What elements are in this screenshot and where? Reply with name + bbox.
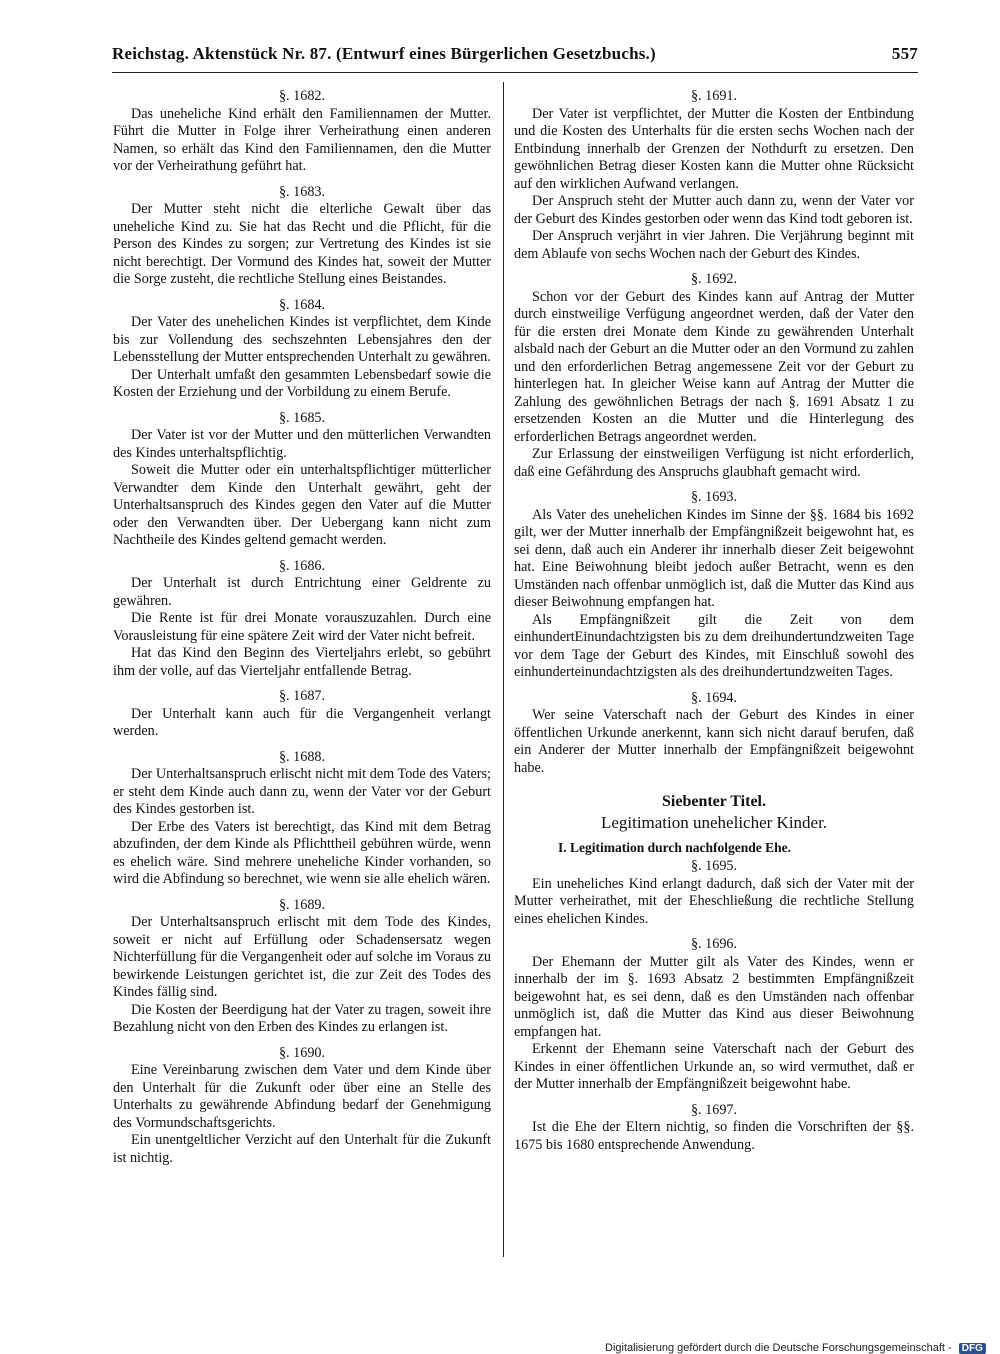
section-paragraph: Der Vater des unehelichen Kindes ist verpflichtet, dem Kinde bis zur Vollendung des sechszehnten Lebensjahres den der Lebensstellung der Mutter entsprechenden Unterhalt zu gewähren.: [113, 314, 491, 365]
section: [514, 690, 914, 778]
section-paragraph: Der Unterhalt kann auch für die Vergangenheit verlangt werden.: [113, 705, 491, 739]
section-heading: §. 1682.: [278, 88, 326, 104]
section-paragraph: Ein unentgeltlicher Verzicht auf den Unterhalt für die Zukunft ist nichtig.: [113, 1132, 491, 1166]
section-paragraph: Wer seine Vaterschaft nach der Geburt des Kindes in einer öffentlichen Urkunde anerkennt, kann sich nicht darauf berufen, daß ein Anderer der Mutter innerhalb der Empfängnißzeit beigewohnt habe.: [514, 707, 914, 776]
section-paragraph: Der Mutter steht nicht die elterliche Gewalt über das uneheliche Kind zu. Sie hat das Recht und die Pflicht, für die Person des Kindes zu sorgen; zur Vertretung des Kindes ist sie nicht berechtigt. Der Vormund des Kindes hat, soweit der Mutter die Sorge zusteht, die rechtliche Stellung eines Beistandes.: [113, 201, 491, 287]
section-paragraph: Als Vater des unehelichen Kindes im Sinne der §§. 1684 bis 1692 gilt, wer der Mutter innerhalb der Empfängnißzeit beigewohnt hat, es sei denn, daß auch ein Anderer ihr innerhalb dieser Zeit beigewohnt hat. Eine Beiwohnung bleibt jedoch außer Betracht, wenn es den Umständen nach offenbar unmöglich ist, daß die Mutter das Kind aus dieser Beiwohnung empfangen hat.: [514, 506, 914, 610]
section-paragraph: Der Vater ist vor der Mutter und den mütterlichen Verwandten des Kindes unterhaltspflichtig.: [113, 427, 491, 461]
section-paragraph: Hat das Kind den Beginn des Vierteljahrs erlebt, so gebührt ihm der volle, auf das Vierteljahr entfallende Betrag.: [113, 645, 491, 679]
section-heading: §. 1695.: [690, 858, 738, 874]
section-paragraph: Zur Erlassung der einstweiligen Verfügung ist nicht erforderlich, daß eine Gefährdung des Anspruchs glaubhaft gemacht wird.: [514, 446, 914, 480]
dfg-logo: DFG: [959, 1343, 986, 1354]
right-column-sections-after: [514, 858, 914, 1154]
section: [113, 1045, 491, 1168]
header-rule: [112, 72, 918, 73]
section-heading: §. 1694.: [690, 689, 738, 706]
right-column-sections: [514, 88, 914, 777]
page-number: 557: [891, 44, 918, 63]
title-number: Siebenter Titel.: [662, 793, 766, 810]
section-paragraph: Soweit die Mutter oder ein unterhaltspflichtiger mütterlicher Verwandter dem Kinde den Unterhalt gewährt, geht der Unterhaltsanspruch des Kindes gegen den Vater auf die Mutter oder den Verwandten über. Der Uebergang kann nicht zum Nachtheile des Kindes geltend gemacht werden.: [113, 462, 491, 548]
column-divider: [503, 82, 504, 1257]
section-heading: §. 1693.: [690, 489, 738, 505]
section-paragraph: Der Unterhalt ist durch Entrichtung einer Geldrente zu gewähren.: [113, 575, 491, 609]
section-heading: §. 1685.: [278, 409, 326, 426]
title-block: [514, 791, 914, 834]
section-paragraph: Der Ehemann der Mutter gilt als Vater des Kindes, wenn er innerhalb der im §. 1693 Absatz 2 bestimmten Empfängnißzeit beigewohnt hat, es sei denn, daß es den Umständen nach offenbar unmöglich ist, daß die Mutter das Kind aus dieser Beiwohnung empfangen hat.: [514, 953, 914, 1040]
section-paragraph: Der Unterhaltsanspruch erlischt mit dem Tode des Kindes, soweit er nicht auf Erfüllung oder Schadensersatz wegen Nichterfüllung für die Vergangenheit oder auf solche im Voraus zu bewirkende Leistungen gerichtet ist, die zur Zeit des Todes des Kindes fällig sind.: [113, 914, 491, 1000]
section-paragraph: Die Rente ist für drei Monate vorauszuzahlen. Durch eine Vorausleistung für eine spätere Zeit wird der Vater nicht befreit.: [113, 610, 491, 644]
section-paragraph: Das uneheliche Kind erhält den Familiennamen der Mutter. Führt die Mutter in Folge ihrer Verheirathung einen anderen Namen, so erhält das Kind den Familiennamen, den die Mutter vor der Verheirathung geführt hat.: [113, 105, 491, 174]
section-paragraph: Der Unterhaltsanspruch erlischt nicht mit dem Tode des Vaters; er steht dem Kinde auch dann zu, wenn der Vater vor der Geburt des Kindes gestorben ist.: [113, 766, 491, 817]
section-heading: §. 1687.: [278, 688, 326, 704]
section: [514, 936, 914, 1094]
section-heading: §. 1696.: [690, 936, 738, 952]
section-paragraph: Der Erbe des Vaters ist berechtigt, das Kind mit dem Betrag abzufinden, der dem Kinde als Pflichttheil gebühren würde, wenn es ehelich wäre. Sind mehrere uneheliche Kinder vorhanden, so wird die Abfindung so berechnet, wie wenn sie alle ehelich wären.: [113, 818, 491, 887]
running-title: Reichstag. Aktenstück Nr. 87. (Entwurf eines Bürgerlichen Gesetzbuchs.): [112, 44, 656, 63]
section: [113, 558, 491, 681]
left-column: [113, 88, 491, 1167]
section: [514, 1102, 914, 1155]
section-paragraph: Ist die Ehe der Eltern nichtig, so finden die Vorschriften der §§. 1675 bis 1680 entsprechende Anwendung.: [514, 1119, 914, 1153]
section: [113, 88, 491, 176]
section-heading: §. 1691.: [690, 88, 738, 104]
section-paragraph: Ein uneheliches Kind erlangt dadurch, daß sich der Vater mit der Mutter verheirathet, mit der Eheschließung die rechtliche Stellung eines ehelichen Kindes.: [514, 875, 914, 927]
section-paragraph: Eine Vereinbarung zwischen dem Vater und dem Kinde über den Unterhalt für die Zukunft oder über eine an Stelle des Unterhalts zu gewährende Abfindung bedarf der Genehmigung des Vormundschaftsgerichts.: [113, 1062, 491, 1131]
right-column: [514, 88, 914, 1154]
section-heading: §. 1688.: [278, 748, 326, 765]
section: [514, 858, 914, 928]
section: [113, 688, 491, 741]
section-heading: §. 1684.: [278, 296, 326, 313]
section: [514, 489, 914, 682]
section-heading: §. 1686.: [278, 557, 326, 574]
section: [514, 271, 914, 481]
section: [113, 184, 491, 289]
section: [113, 410, 491, 550]
section-paragraph: Der Anspruch verjährt in vier Jahren. Die Verjährung beginnt mit dem Ablaufe von sechs Wochen nach der Geburt des Kindes.: [514, 228, 914, 262]
section-paragraph: Schon vor der Geburt des Kindes kann auf Antrag der Mutter durch einstweilige Verfügung angeordnet werden, daß der Vater den für die ersten drei Monate dem Kinde zu gewährenden Unterhalt alsbald nach der Geburt an die Mutter oder an den Vormund zu zahlen und den erforderlichen Betrag angemessene Zeit vor der Geburt zu hinterlegen hat. In gleicher Weise kann auf Antrag der Mutter die Zahlung des gewöhnlichen Betrags der nach §. 1691 Absatz 1 zu ersetzenden Kosten an die Mutter und die Hinterlegung des erforderlichen Betrags angeordnet werden.: [514, 288, 914, 445]
section: [514, 88, 914, 263]
section-heading: §. 1683.: [278, 183, 326, 200]
section-heading: §. 1689.: [278, 896, 326, 913]
section-heading: §. 1697.: [690, 1101, 738, 1118]
footer-text: Digitalisierung gefördert durch die Deutsche Forschungsgemeinschaft -: [605, 1342, 952, 1354]
section-paragraph: Die Kosten der Beerdigung hat der Vater zu tragen, soweit ihre Bezahlung nicht von den Erben des Kindes zu erlangen ist.: [113, 1001, 491, 1035]
section-heading: §. 1692.: [690, 271, 738, 287]
footer: [605, 1342, 985, 1354]
section-heading: §. 1690.: [278, 1044, 326, 1061]
subsection-heading: I. Legitimation durch nachfolgende Ehe.: [558, 840, 792, 855]
title-name: Legitimation unehelicher Kinder.: [600, 813, 828, 832]
section-paragraph: Als Empfängnißzeit gilt die Zeit von dem einhundertEinundachtzigsten bis zu dem dreihundertundzweiten Tage vor dem Tage der Geburt des Kindes, mit Einschluß sowohl des einhunderteinundachtzigsten als des dreihundertundzweiten Tages.: [514, 611, 914, 680]
section: [113, 749, 491, 889]
section: [113, 297, 491, 402]
section-paragraph: Der Unterhalt umfaßt den gesammten Lebensbedarf sowie die Kosten der Erziehung und der Vorbildung zu einem Berufe.: [113, 366, 491, 400]
section: [113, 897, 491, 1037]
section-paragraph: Erkennt der Ehemann seine Vaterschaft nach der Geburt des Kindes in einer öffentlichen Urkunde an, so wird vermuthet, daß er der Mutter innerhalb der Empfängnißzeit beigewohnt habe.: [514, 1041, 914, 1092]
page-header: [112, 44, 918, 68]
section-paragraph: Der Anspruch steht der Mutter auch dann zu, wenn der Vater vor der Geburt des Kindes gestorben oder wenn das Kind todt geboren ist.: [514, 193, 914, 227]
section-paragraph: Der Vater ist verpflichtet, der Mutter die Kosten der Entbindung und die Kosten des Unterhalts für die ersten sechs Wochen nach der Entbindung innerhalb der Grenzen der Nothdurft zu ersetzen. Den gewöhnlichen Betrag dieser Kosten kann die Mutter ohne Rücksicht auf den wirklichen Aufwand verlangen.: [514, 105, 914, 192]
